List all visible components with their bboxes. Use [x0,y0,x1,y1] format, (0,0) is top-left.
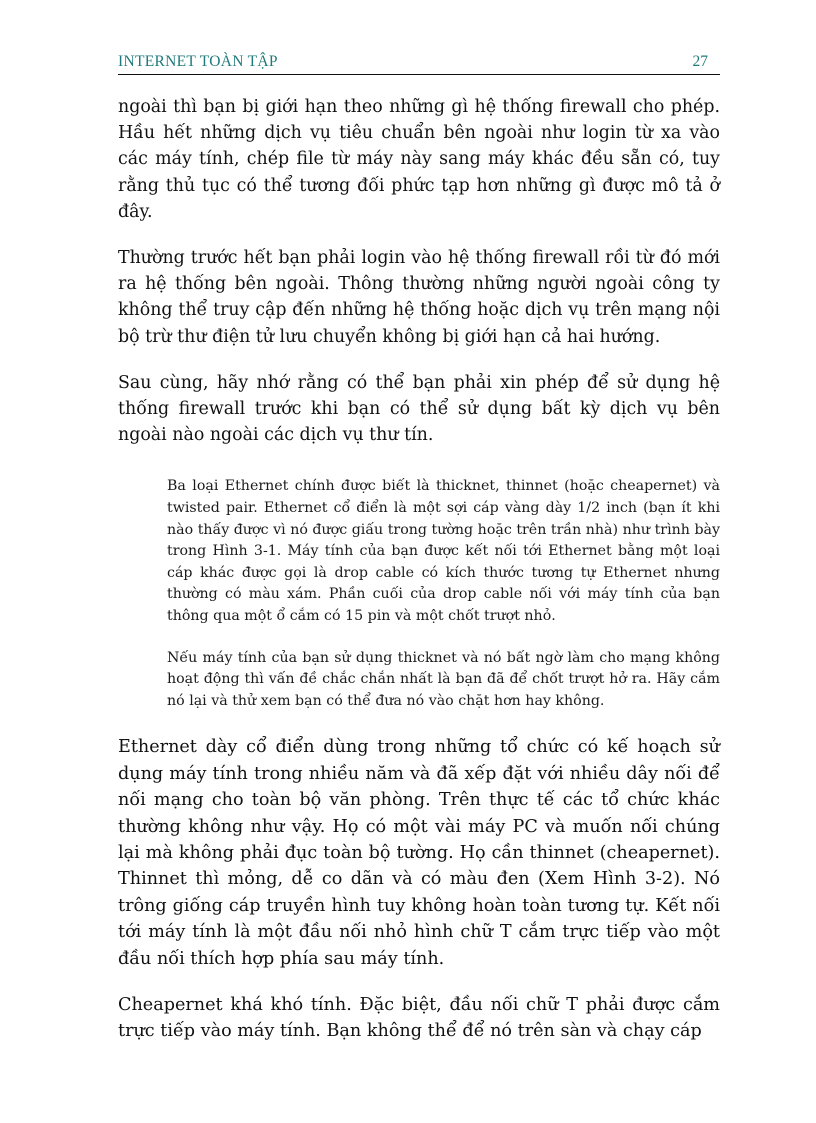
page-number: 27 [692,53,708,70]
body-paragraph: ngoài thì bạn bị giới hạn theo những gì hệ thống firewall cho phép. Hầu hết những dịch vụ tiêu chuẩn bên ngoài như login từ xa vào các máy tính, chép file từ máy này sang máy khác đều sẵn có, tuy rằng thủ tục có thể tương đối phức tạp hơn những gì được mô tả ở đây. [118,97,720,222]
running-header [118,52,720,75]
sidebar-note: Nếu máy tính của bạn sử dụng thicknet và nó bất ngờ làm cho mạng không hoạt động thì vấn đề chắc chắn nhất là bạn đã để chốt trượt hở ra. Hãy cắm nó lại và thử xem bạn có thể đưa nó vào chặt hơn hay không. [167,649,720,709]
body-paragraph: Ethernet dày cổ điển dùng trong những tổ chức có kế hoạch sử dụng máy tính trong nhiều năm và đã xếp đặt với nhiều dây nối để nối mạng cho toàn bộ văn phòng. Trên thực tế các tổ chức khác thường không như vậy. Họ có một vài máy PC và muốn nối chúng lại mà không phải đục toàn bộ tường. Họ cần thinnet (cheapernet). Thinnet thì mỏng, dễ co dãn và có màu đen (Xem Hình 3-2). Nó trông giống cáp truyền hình tuy không hoàn toàn tương tự. Kết nối tới máy tính là một đầu nối nhỏ hình chữ T cắm trực tiếp vào một đầu nối thích hợp phía sau máy tính. [118,737,720,969]
body-paragraph: Sau cùng, hãy nhớ rằng có thể bạn phải xin phép để sử dụng hệ thống firewall trước khi bạn có thể sử dụng bất kỳ dịch vụ bên ngoài nào ngoài các dịch vụ thư tín. [118,372,720,446]
sidebar-note: Ba loại Ethernet chính được biết là thicknet, thinnet (hoặc cheapernet) và twisted pair. Ethernet cổ điển là một sợi cáp vàng dày 1/2 inch (bạn ít khi nào thấy được vì nó được giấu trong tường hoặc trên trần nhà) như trình bày trong Hình 3-1. Máy tính của bạn được kết nối tới Ethernet bằng một loại cáp khác được gọi là drop cable có kích thước tương tự Ethernet nhưng thường có màu xám. Phần cuối của drop cable nối với máy tính của bạn thông qua một ổ cắm có 15 pin và một chốt trượt nhỏ. [167,478,720,624]
body-paragraph: Thường trước hết bạn phải login vào hệ thống firewall rồi từ đó mới ra hệ thống bên ngoài. Thông thường những người ngoài công ty không thể truy cập đến những hệ thống hoặc dịch vụ trên mạng nội bộ trừ thư điện tử lưu chuyển không bị giới hạn cả hai hướng. [118,248,720,347]
body-paragraph: Cheapernet khá khó tính. Đặc biệt, đầu nối chữ T phải được cắm trực tiếp vào máy tính. Bạn không thể để nó trên sàn và chạy cáp [118,995,720,1042]
book-title: INTERNET TOÀN TẬP [118,53,278,70]
page-body [118,94,720,1065]
